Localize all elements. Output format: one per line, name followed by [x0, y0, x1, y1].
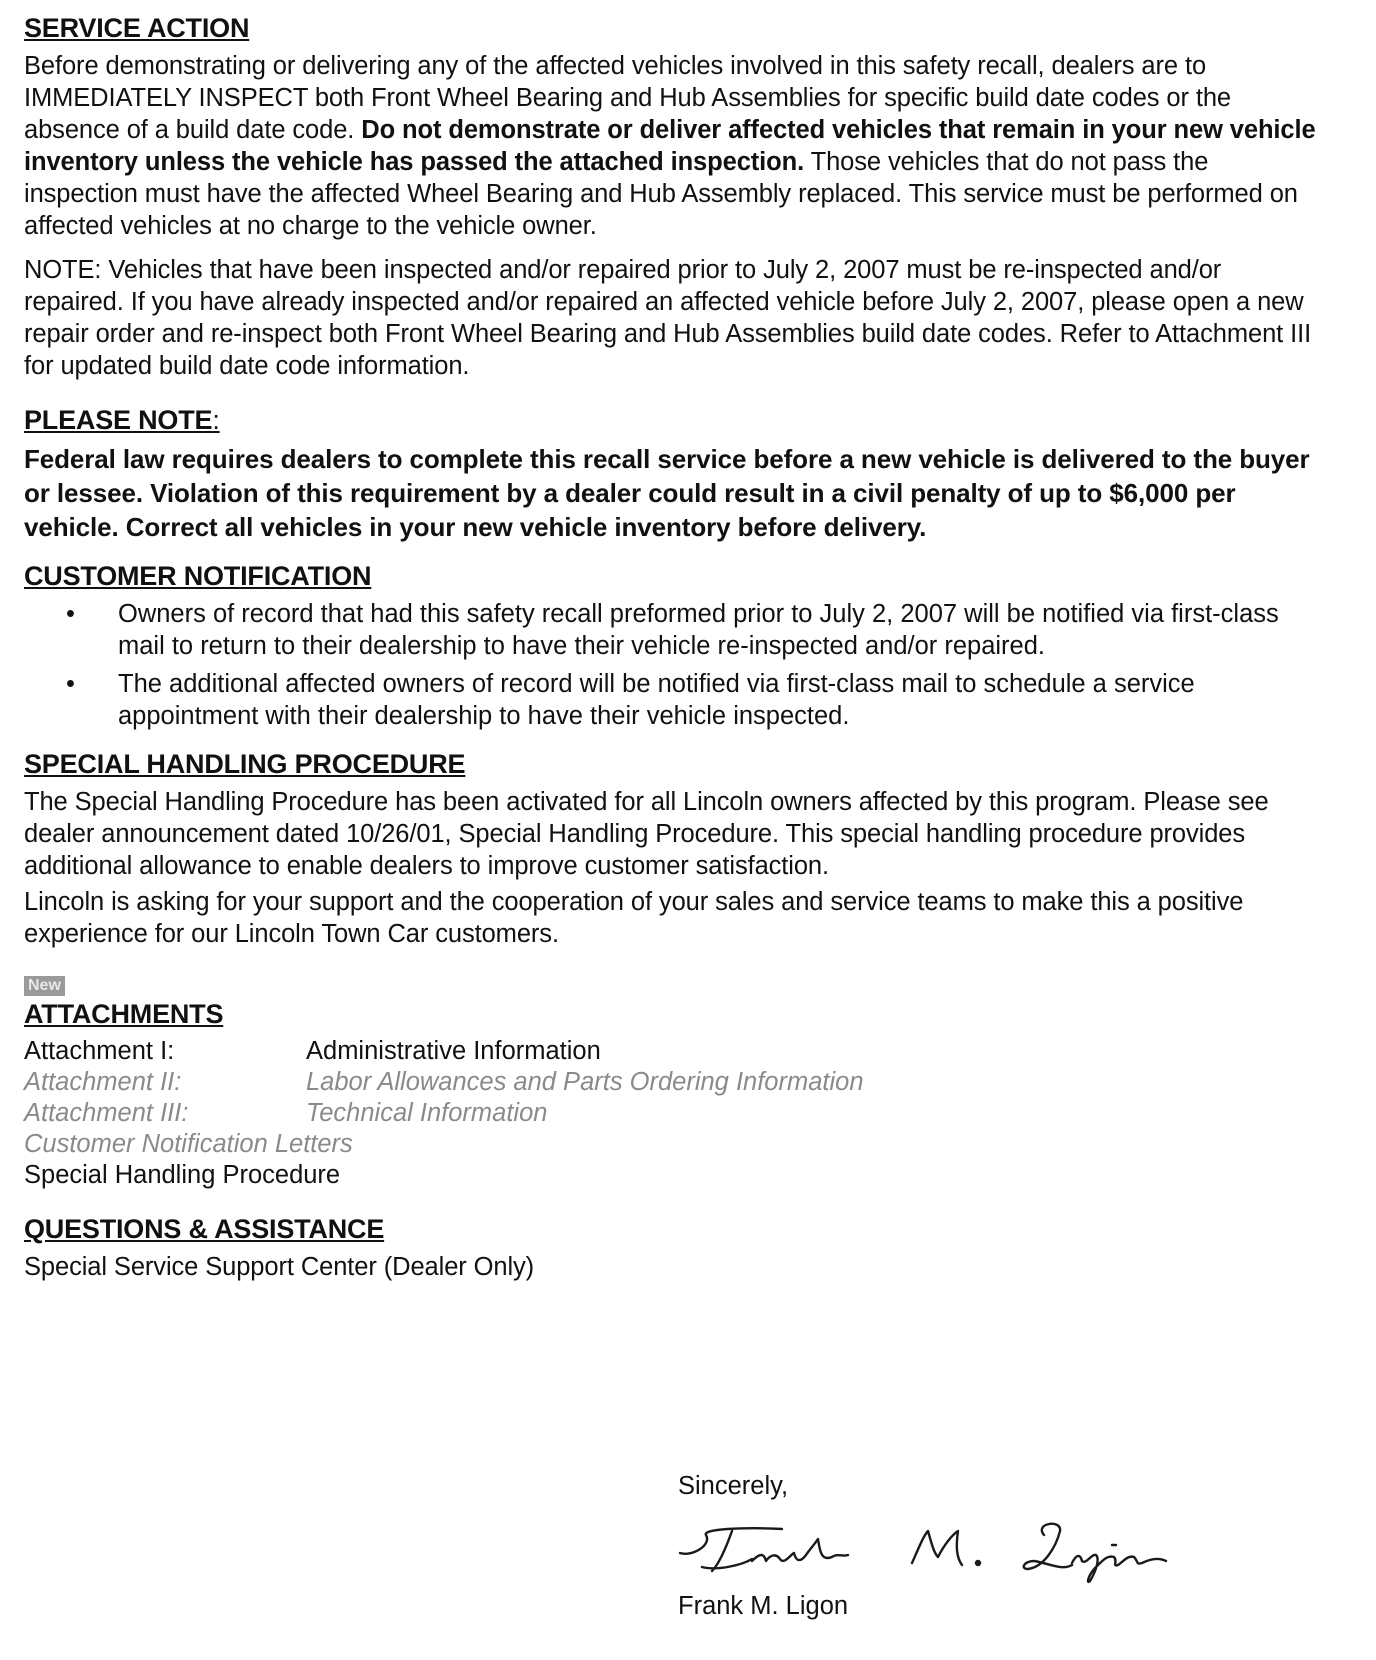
- closing-salutation: Sincerely,: [678, 1472, 789, 1500]
- attachment-extra: Special Handling Procedure: [24, 1161, 341, 1189]
- questions-heading: QUESTIONS & ASSISTANCE: [24, 1214, 385, 1244]
- bullet-icon: •: [66, 600, 75, 628]
- service-action-text-a: Before demonstrating or delivering any of the affected vehicles involved in this safety recall, dealers are to IMMEDIATELY INSPECT both Front Wheel Bearing and Hub Assemblies for specific build date codes or the absence of a build date code.: [24, 52, 1232, 144]
- attachment-row: [24, 1098, 1324, 1129]
- attachments-section: [24, 972, 1324, 1191]
- attachment-value: Labor Allowances and Parts Ordering Information: [306, 1068, 864, 1096]
- list-item: [24, 668, 1324, 732]
- attachments-heading: ATTACHMENTS: [24, 999, 224, 1029]
- attachment-row: [24, 1036, 1324, 1067]
- special-handling-heading: SPECIAL HANDLING PROCEDURE: [24, 749, 466, 779]
- customer-notification-section: [24, 560, 1324, 732]
- bullet-icon: •: [66, 670, 75, 698]
- attachment-value: Technical Information: [306, 1099, 548, 1127]
- please-note-heading: PLEASE NOTE: [24, 405, 213, 435]
- special-handling-section: [24, 748, 1324, 950]
- please-note-text: Federal law requires dealers to complete this recall service before a new vehicle is delivered to the buyer or lessee. Violation of this requirement by a dealer could result in a civil penalty of up to $6,000 per vehicle. Correct all vehicles in your new vehicle inventory before delivery.: [24, 444, 1310, 542]
- document-body: [24, 12, 1324, 1299]
- attachment-extra: Customer Notification Letters: [24, 1130, 353, 1158]
- list-item-text: Owners of record that had this safety recall preformed prior to July 2, 2007 will be notified via first-class mail to return to their dealership to have their vehicle re-inspected and/or repaired.: [118, 600, 1279, 660]
- service-action-text-b: Those vehicles that do not pass the inspection must have the affected Wheel Bearing and Hub Assembly replaced. This service must be performed on affected vehicles at no charge to the vehicle owner.: [24, 148, 1298, 240]
- questions-text: Special Service Support Center (Dealer Only): [24, 1253, 535, 1281]
- service-action-section: [24, 12, 1324, 382]
- signer-name: Frank M. Ligon: [678, 1592, 849, 1620]
- attachment-label: Attachment I:: [24, 1037, 175, 1065]
- service-action-heading: SERVICE ACTION: [24, 13, 250, 43]
- list-item-text: The additional affected owners of record will be notified via first-class mail to schedule a service appointment with their dealership to have their vehicle inspected.: [118, 670, 1195, 730]
- attachment-extra-row: [24, 1160, 1324, 1191]
- attachment-row: [24, 1067, 1324, 1098]
- attachment-value: Administrative Information: [306, 1037, 601, 1065]
- special-handling-paragraph-2: Lincoln is asking for your support and the cooperation of your sales and service teams to make this a positive experience for our Lincoln Town Car customers.: [24, 888, 1244, 948]
- please-note-section: [24, 404, 1324, 544]
- signature-image: [672, 1505, 1192, 1585]
- customer-notification-list: [24, 598, 1324, 732]
- service-action-paragraph: [24, 50, 1324, 242]
- please-note-colon: :: [212, 405, 220, 435]
- questions-section: [24, 1213, 1324, 1283]
- service-action-bold-text: Do not demonstrate or deliver affected vehicles that remain in your new vehicle inventory unless the vehicle has passed the attached inspection.: [24, 116, 1316, 176]
- please-note-heading-wrap: [24, 404, 1324, 436]
- attachment-label: Attachment III:: [24, 1099, 189, 1127]
- attachment-label: Attachment II:: [24, 1068, 182, 1096]
- service-action-note: NOTE: Vehicles that have been inspected and/or repaired prior to July 2, 2007 must be re-inspected and/or repaired. If you have already inspected and/or repaired an affected vehicle before July 2, 2007, please open a new repair order and re-inspect both Front Wheel Bearing and Hub Assemblies build date codes. Refer to Attachment III for updated build date code information.: [24, 256, 1312, 380]
- new-badge: New: [24, 976, 65, 996]
- special-handling-paragraph-1: The Special Handling Procedure has been activated for all Lincoln owners affected by this program. Please see dealer announcement dated 10/26/01, Special Handling Procedure. This special handling procedure provides additional allowance to enable dealers to improve customer satisfaction.: [24, 788, 1269, 880]
- attachment-extra-row: [24, 1129, 1324, 1160]
- customer-notification-heading: CUSTOMER NOTIFICATION: [24, 561, 372, 591]
- list-item: [24, 598, 1324, 662]
